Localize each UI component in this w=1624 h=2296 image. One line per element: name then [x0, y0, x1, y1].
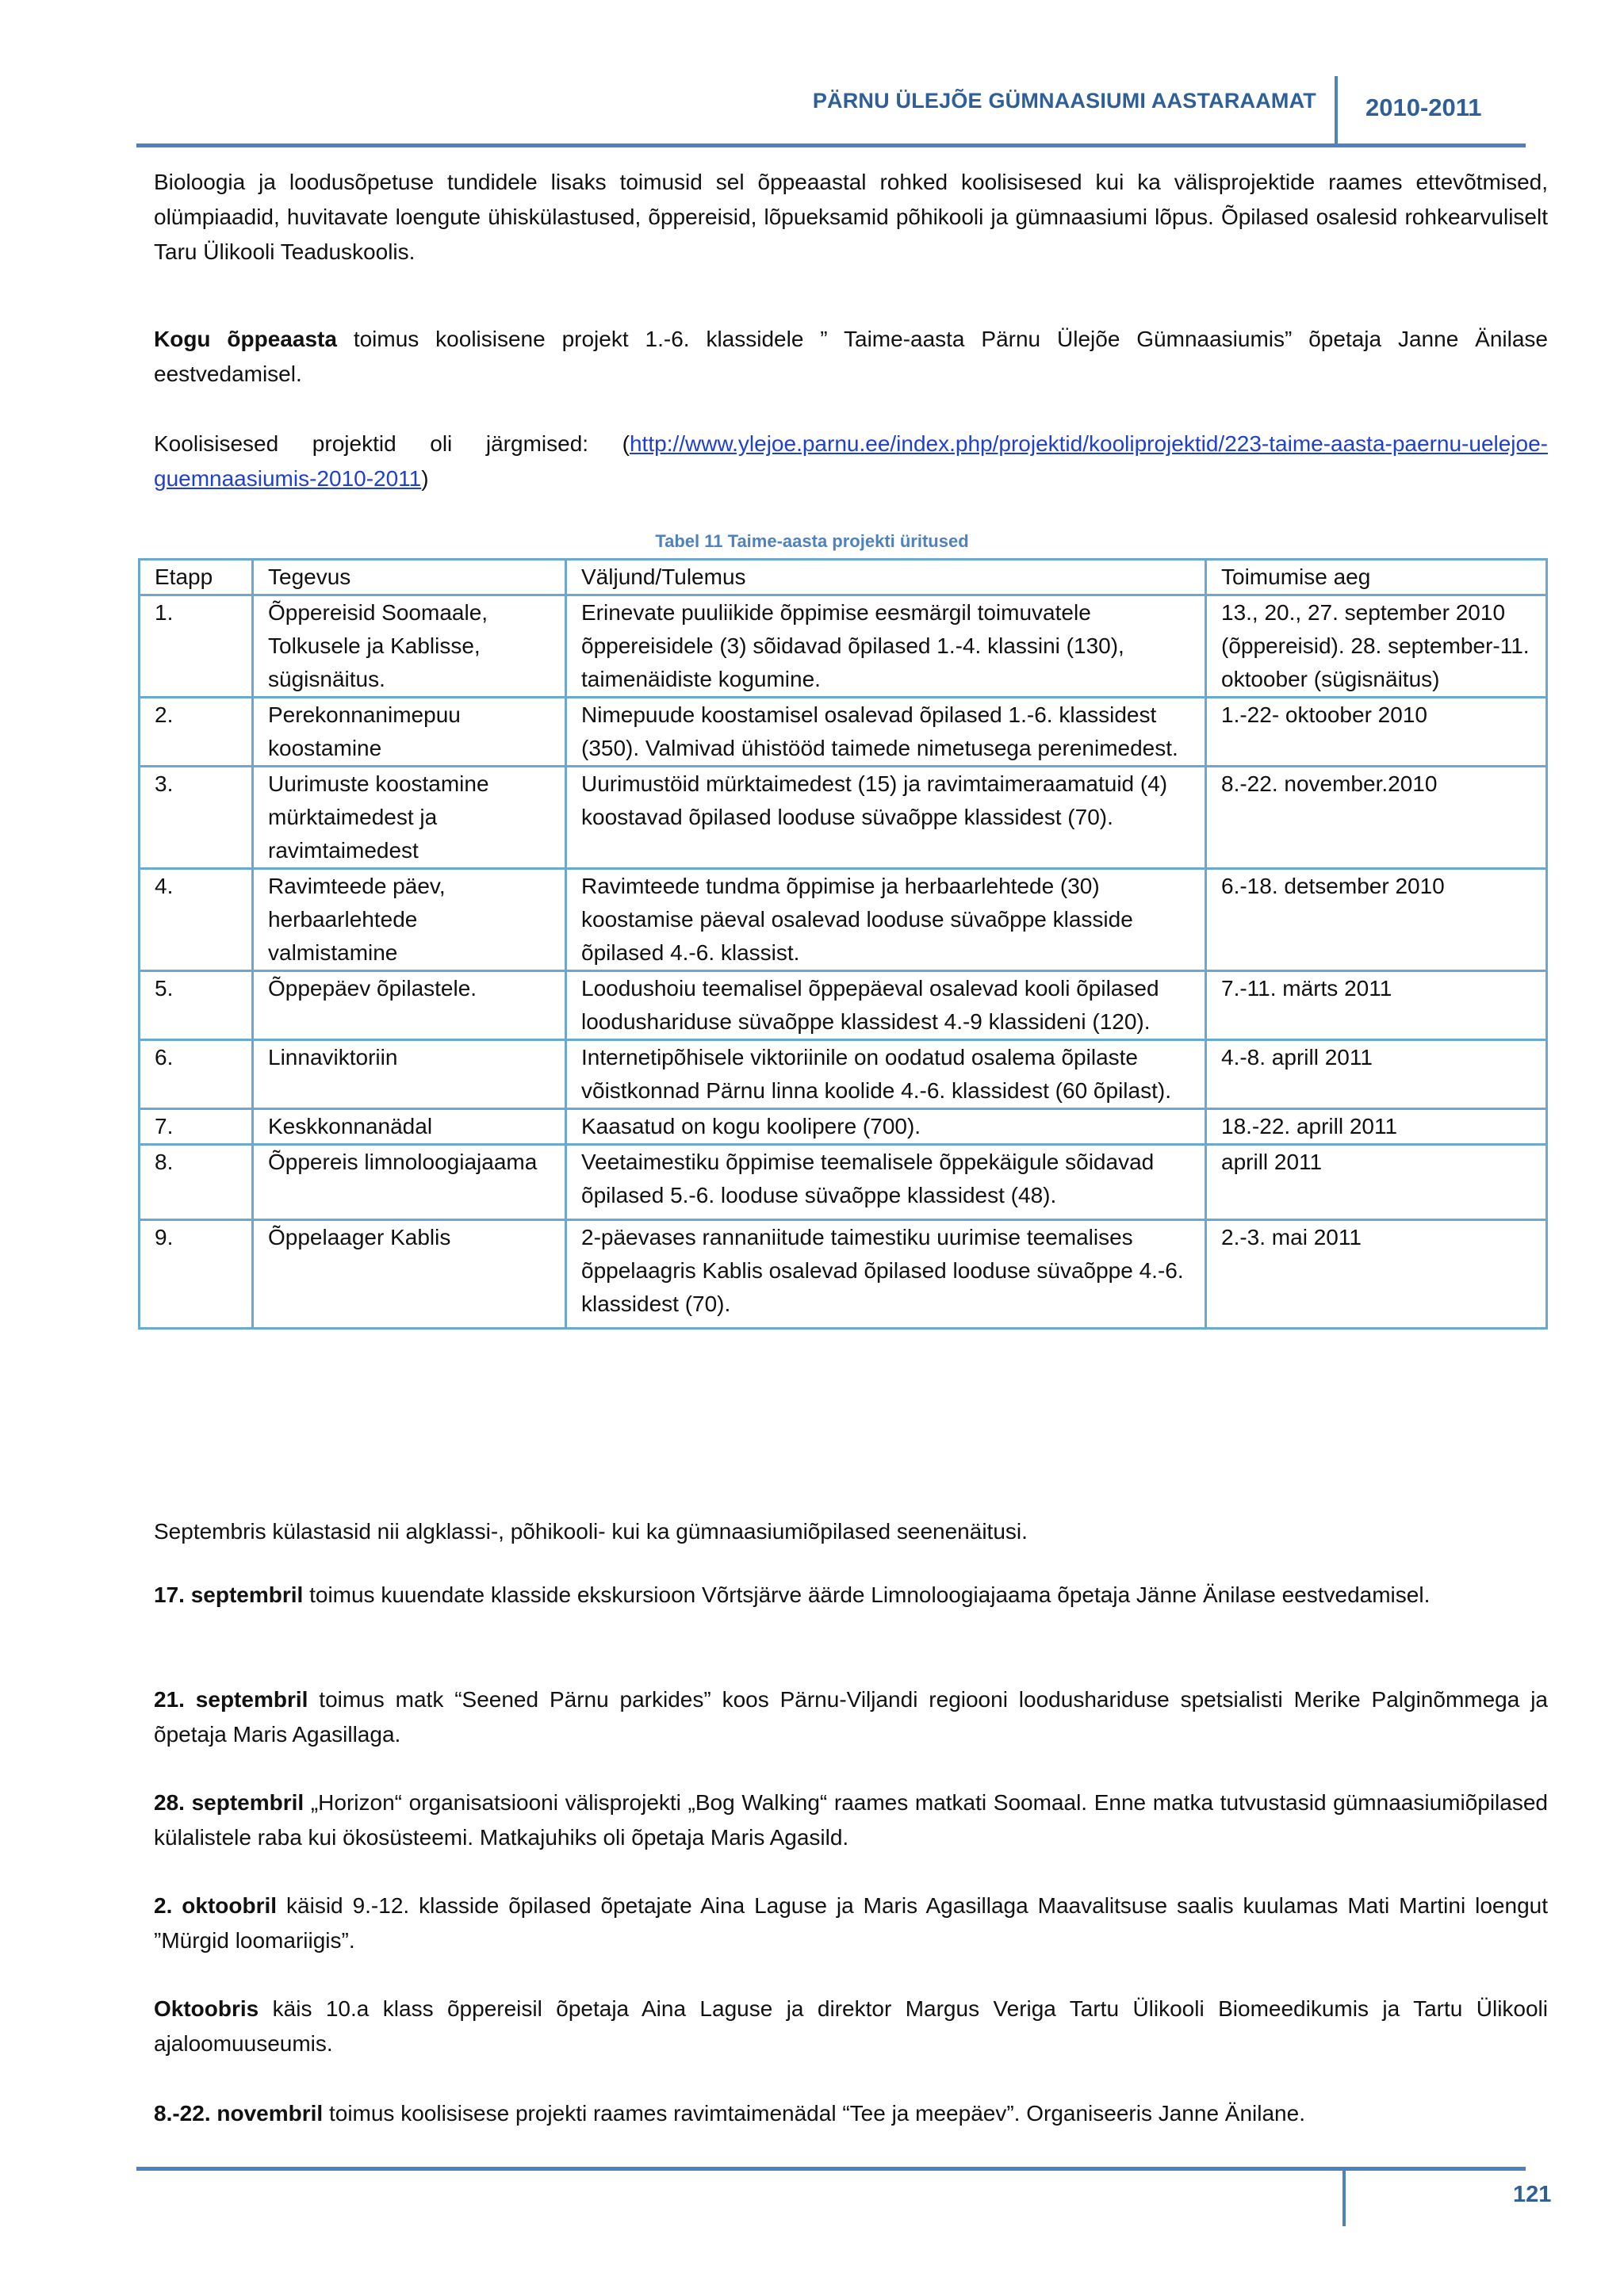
- project-events-table: [138, 558, 1548, 1330]
- table-cell-stage: 6.: [140, 1040, 253, 1109]
- table-cell-time: 1.-22- oktoober 2010: [1206, 698, 1547, 767]
- running-header-title: PÄRNU ÜLEJÕE GÜMNAASIUMI AASTARAAMAT: [812, 89, 1316, 113]
- page-number: 121: [1513, 2182, 1552, 2207]
- table-cell-time: 13., 20., 27. september 2010 (õppereisid). 28. september-11. oktoober (sügisnäitus): [1206, 595, 1547, 698]
- intro-paragraph-2-text: toimus koolisisene projekt 1.-6. klassidele ” Taime-aasta Pärnu Ülejõe Gümnaasiumis” õpetaja Janne Änilase eestvedamisel.: [154, 327, 1548, 386]
- event-text: toimus matk “Seened Pärnu parkides” koos Pärnu-Viljandi regiooni loodushariduse spetsialisti Merike Palginõmmega ja õpetaja Maris Agasillaga.: [154, 1687, 1548, 1747]
- table-cell-stage: 3.: [140, 767, 253, 869]
- table-cell-stage: 8.: [140, 1145, 253, 1220]
- table-cell-stage: 7.: [140, 1109, 253, 1145]
- event-text: käisid 9.-12. klasside õpilased õpetajate Aina Laguse ja Maris Agasillaga Maavalitsuse saalis kuulamas Mati Martini loengut ”Mürgid loomariigis”.: [154, 1893, 1548, 1953]
- table-cell-time: 6.-18. detsember 2010: [1206, 869, 1547, 971]
- header-cell-etapp: Etapp: [140, 560, 253, 595]
- event-text: toimus koolisisese projekti raames ravimtaimenädal “Tee ja meepäev”. Organiseeris Janne Änilane.: [323, 2101, 1305, 2126]
- table-row: [140, 1145, 1547, 1220]
- event-paragraph-4: [154, 1888, 1548, 1958]
- table-cell-result: Internetipõhisele viktoriinile on oodatud osalema õpilaste võistkonnad Pärnu linna koolide 4.-6. klassidest (60 õpilast).: [566, 1040, 1206, 1109]
- table-cell-stage: 1.: [140, 595, 253, 698]
- table-cell-time: 4.-8. aprill 2011: [1206, 1040, 1547, 1109]
- event-date: 17. septembril: [154, 1582, 304, 1607]
- event-date: 28. septembril: [154, 1790, 304, 1815]
- intro-paragraph-3-end: ): [421, 466, 429, 491]
- event-paragraph-seenenaitus: Septembris külastasid nii algklassi-, põhikooli- kui ka gümnaasiumiõpilased seenenäitusi.: [154, 1519, 1028, 1544]
- table-cell-stage: 9.: [140, 1220, 253, 1329]
- table-cell-stage: 5.: [140, 971, 253, 1040]
- table-cell-activity: Ravimteede päev, herbaarlehtede valmistamine: [253, 869, 566, 971]
- table-cell-result: Uurimustöid mürktaimedest (15) ja ravimtaimeraamatuid (4) koostavad õpilased looduse süvaõppe klassidest (70).: [566, 767, 1206, 869]
- project-link[interactable]: http://www.ylejoe.parnu.ee/index.php/projektid/kooliprojektid/223-taime-aasta-paernu-uelejoe-guemnaasiumis-2010-2011: [154, 431, 1548, 491]
- event-text: käis 10.a klass õppereisil õpetaja Aina Laguse ja direktor Margus Veriga Tartu Ülikooli Biomeedikumis ja Tartu Ülikooli ajaloomuuseumis.: [154, 1996, 1548, 2056]
- table-row: [140, 869, 1547, 971]
- footer-divider-vertical: [1342, 2169, 1346, 2226]
- table-cell-result: Veetaimestiku õppimise teemalisele õppekäigule sõidavad õpilased 5.-6. looduse süvaõppe klassidest (48).: [566, 1145, 1206, 1220]
- event-text: toimus kuuendate klasside ekskursioon Võrtsjärve äärde Limnoloogiajaama õpetaja Jänne Änilase eestvedamisel.: [303, 1582, 1431, 1607]
- event-date: Oktoobris: [154, 1996, 259, 2021]
- table-cell-time: 8.-22. november.2010: [1206, 767, 1547, 869]
- table-caption: Tabel 11 Taime-aasta projekti üritused: [655, 531, 969, 551]
- footer-rule: [136, 2167, 1526, 2171]
- table-cell-result: Nimepuude koostamisel osalevad õpilased 1.-6. klassidest (350). Valmivad ühistööd taimede nimetusega perenimedest.: [566, 698, 1206, 767]
- table-cell-activity: Keskkonnanädal: [253, 1109, 566, 1145]
- table-cell-activity: Õppelaager Kablis: [253, 1220, 566, 1329]
- header-cell-valjund: Väljund/Tulemus: [566, 560, 1206, 595]
- table-cell-time: 7.-11. märts 2011: [1206, 971, 1547, 1040]
- table-cell-time: 18.-22. aprill 2011: [1206, 1109, 1547, 1145]
- table-cell-result: Loodushoiu teemalisel õppepäeval osalevad kooli õpilased loodushariduse süvaõppe klassidest 4.-9 klassideni (120).: [566, 971, 1206, 1040]
- intro-paragraph-2: [154, 322, 1548, 392]
- table-cell-time: 2.-3. mai 2011: [1206, 1220, 1547, 1329]
- table-cell-activity: Õppereisid Soomaale, Tolkusele ja Kablisse, sügisnäitus.: [253, 595, 566, 698]
- table-cell-activity: Uurimuste koostamine mürktaimedest ja ravimtaimedest: [253, 767, 566, 869]
- table-row: [140, 595, 1547, 698]
- intro-paragraph-1: Bioloogia ja loodusõpetuse tundidele lisaks toimusid sel õppeaastal rohked koolisisesed kui ka välisprojektide raames ettevõtmised, olümpiaadid, huvitavate loengute ühiskülastused, õppereisid, lõpueksamid põhikooli ja gümnaasiumi lõpus. Õpilased osalesid rohkearvuliselt Taru Ülikooli Teaduskoolis.: [154, 170, 1548, 264]
- intro-paragraph-3-text: Koolisisesed projektid oli järgmised: (: [154, 431, 630, 456]
- table-cell-stage: 4.: [140, 869, 253, 971]
- table-cell-activity: Õppereis limnoloogiajaama: [253, 1145, 566, 1220]
- table-cell-result: Kaasatud on kogu koolipere (700).: [566, 1109, 1206, 1145]
- header-divider-vertical: [1335, 76, 1338, 144]
- table-row: [140, 1220, 1547, 1329]
- intro-paragraph-2-bold: Kogu õppeaasta: [154, 327, 337, 351]
- table-cell-activity: Linnaviktoriin: [253, 1040, 566, 1109]
- running-header-year: 2010-2011: [1365, 94, 1482, 121]
- table-row: [140, 1040, 1547, 1109]
- table-cell-time: aprill 2011: [1206, 1145, 1547, 1220]
- table-cell-activity: Perekonnanimepuu koostamine: [253, 698, 566, 767]
- header-cell-tegevus: Tegevus: [253, 560, 566, 595]
- intro-paragraph-3: [154, 427, 1548, 496]
- table-row: [140, 698, 1547, 767]
- event-date: 21. septembril: [154, 1687, 308, 1712]
- event-date: 2. oktoobril: [154, 1893, 278, 1918]
- table-header-row: [140, 560, 1547, 595]
- table-cell-result: Erinevate puuliikide õppimise eesmärgil toimuvatele õppereisidele (3) sõidavad õpilased 1.-4. klassini (130), taimenäidiste kogumine.: [566, 595, 1206, 698]
- table-cell-stage: 2.: [140, 698, 253, 767]
- table-row: [140, 971, 1547, 1040]
- table-row: [140, 1109, 1547, 1145]
- table-cell-result: 2-päevases rannaniitude taimestiku uurimise teemalises õppelaagris Kablis osalevad õpilased looduse süvaõppe 4.-6. klassidest (70).: [566, 1220, 1206, 1329]
- event-text: „Horizon“ organisatsiooni välisprojekti „Bog Walking“ raames matkati Soomaal. Enne matka tutvustasid gümnaasiumiõpilased külalistele raba kui ökosüsteemi. Matkajuhiks oli õpetaja Maris Agasild.: [154, 1790, 1548, 1850]
- header-rule: [136, 144, 1526, 147]
- table-cell-activity: Õppepäev õpilastele.: [253, 971, 566, 1040]
- table-cell-result: Ravimteede tundma õppimise ja herbaarlehtede (30) koostamise päeval osalevad looduse süvaõppe klasside õpilased 4.-6. klassist.: [566, 869, 1206, 971]
- event-paragraph-6: [154, 2096, 1548, 2131]
- header-cell-aeg: Toimumise aeg: [1206, 560, 1547, 595]
- event-paragraph-5: [154, 1992, 1548, 2061]
- event-paragraph-2: [154, 1682, 1548, 1752]
- event-paragraph-1: [154, 1578, 1548, 1613]
- event-paragraph-3: [154, 1785, 1548, 1855]
- event-date: 8.-22. novembril: [154, 2101, 324, 2126]
- table-row: [140, 767, 1547, 869]
